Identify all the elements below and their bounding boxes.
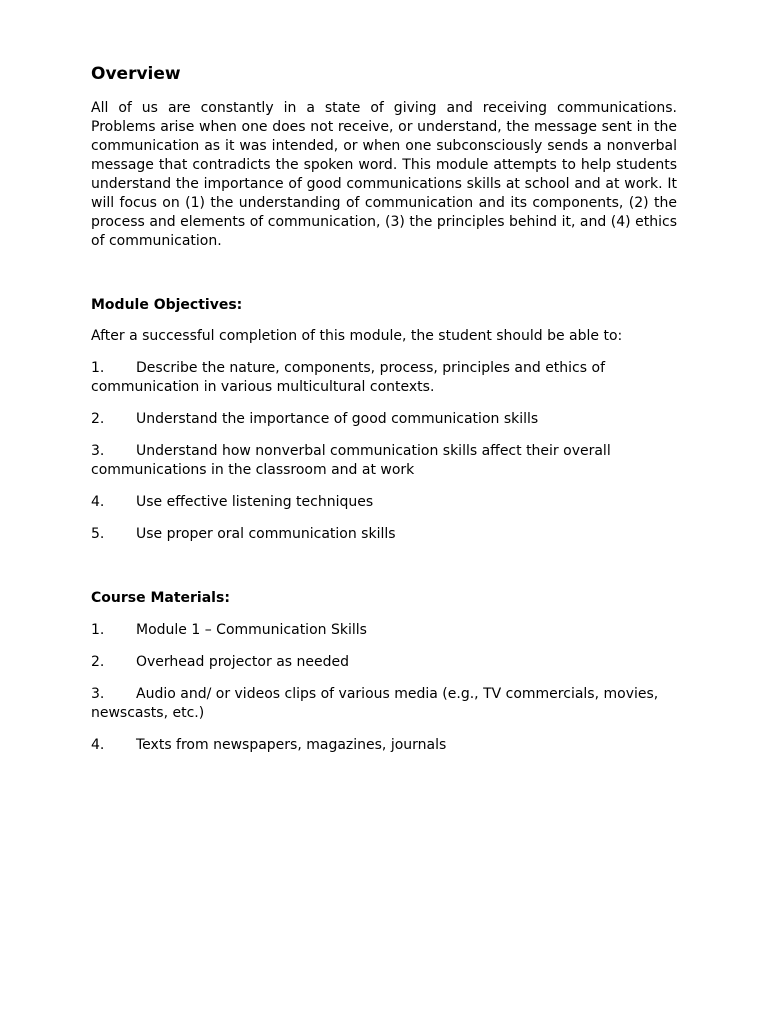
list-text: Describe the nature, components, process, principles and ethics of communication in various multicultural contexts. [91,360,605,395]
material-item-1 [91,621,677,640]
objective-item-2 [91,410,677,429]
list-number: 2. [91,411,105,427]
material-item-3 [91,685,677,723]
list-number: 3. [91,443,105,459]
list-text: Module 1 – Communication Skills [136,622,367,638]
objective-item-5 [91,525,677,544]
list-text: Use proper oral communication skills [136,526,396,542]
list-text: Overhead projector as needed [136,654,350,670]
material-item-2 [91,653,677,672]
objective-item-3 [91,442,677,480]
objectives-intro: After a successful completion of this module, the student should be able to: [91,328,623,344]
objectives-heading: Module Objectives: [91,297,243,313]
list-number: 4. [91,737,105,753]
list-number: 2. [91,654,105,670]
overview-title: Overview [91,64,181,84]
overview-paragraph: All of us are constantly in a state of giving and receiving communications. Problems arise when one does not receive, or understand, the message sent in the communication as it was intended, or when one subconsciously sends a nonverbal message that contradicts the spoken word. This module attempts to help students understand the importance of good communications skills at school and at work. It will focus on (1) the understanding of communication and its components, (2) the process and elements of communication, (3) the principles behind it, and (4) ethics of communication. [91,100,677,249]
list-number: 5. [91,526,105,542]
list-text: Understand how nonverbal communication skills affect their overall communications in the classroom and at work [91,443,611,478]
list-text: Understand the importance of good communication skills [136,411,539,427]
objective-item-1 [91,359,677,397]
list-number: 1. [91,360,105,376]
list-text: Use effective listening techniques [136,494,374,510]
list-number: 1. [91,622,105,638]
materials-heading: Course Materials: [91,590,230,606]
list-text: Texts from newspapers, magazines, journals [136,737,447,753]
objective-item-4 [91,493,677,512]
list-text: Audio and/ or videos clips of various media (e.g., TV commercials, movies, newscasts, etc.) [91,686,659,721]
list-number: 4. [91,494,105,510]
list-number: 3. [91,686,105,702]
document-page [91,62,677,755]
material-item-4 [91,736,677,755]
